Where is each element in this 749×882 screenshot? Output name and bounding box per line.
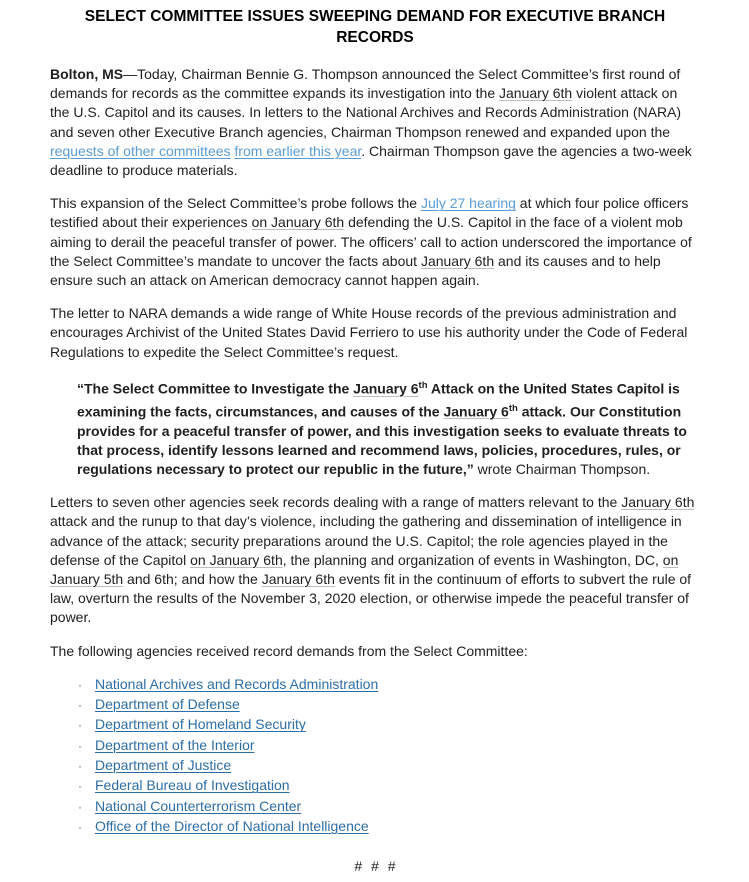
text-segment: This expansion of the Select Committee’s probe follows the (50, 195, 421, 212)
text-segment: attack and the runup to that day’s violence, including the gathering and dissemination of intelligence in advance of the attack; security preparations around the U.S. Capitol; the role agencies played in the defense of the Capitol (50, 513, 682, 568)
press-release-paragraph (50, 194, 700, 290)
inline-link[interactable]: July 27 hearing (420, 195, 516, 212)
press-release-paragraph (50, 65, 700, 180)
agency-link[interactable]: Department of Defense (95, 696, 240, 713)
agency-link[interactable]: Department of Justice (95, 756, 232, 773)
text-segment: The letter to NARA demands a wide range of White House records of the previous administration and encourages Archivist of the United States David Ferriero to use his authority under the Code of Federal Regulations to expedite the Select Committee’s request. (50, 305, 688, 360)
text-segment: . Chairman Thompson gave the agencies a two-week deadline to produce materials. (50, 142, 692, 179)
agency-link[interactable]: National Archives and Records Administration (95, 675, 379, 692)
text-segment: “The Select Committee to Investigate the (77, 380, 354, 397)
text-segment: January 6th (621, 494, 695, 511)
text-segment: , the planning and organization of events in Washington, DC, (282, 551, 663, 568)
agency-link[interactable]: Office of the Director of National Intelligence (95, 817, 369, 834)
text-segment: Bolton, MS (50, 66, 124, 82)
end-marker: # # # (354, 858, 396, 875)
text-segment: January 6 (443, 403, 509, 420)
bullet-icon: · (78, 698, 82, 713)
bullet-icon: · (78, 819, 82, 834)
text-segment: Attack on the United States Capitol is examining the facts, circumstances, and causes of the (77, 380, 680, 420)
text-segment: January 6th (261, 570, 335, 587)
text-segment: th (418, 379, 428, 391)
text-segment: at which four police officers testified about their experiences (50, 195, 689, 231)
bullet-icon: · (78, 758, 82, 773)
agency-link[interactable]: Federal Bureau of Investigation (95, 777, 290, 794)
press-release-paragraph (50, 304, 700, 362)
agency-list-item (78, 695, 700, 715)
press-release-title: SELECT COMMITTEE ISSUES SWEEPING DEMAND FOR EXECUTIVE BRANCH RECORDS (84, 8, 666, 46)
document-body (50, 65, 700, 837)
text-segment: th (508, 402, 518, 414)
bullet-icon: · (78, 677, 82, 692)
text-segment: on January 6th (190, 551, 283, 568)
agency-list-item (78, 776, 700, 796)
text-segment: and 6th; and how the (123, 570, 262, 587)
inline-link[interactable]: from earlier this year (234, 142, 362, 159)
agency-link[interactable]: Department of Homeland Security (95, 716, 306, 733)
bullet-icon: · (78, 779, 82, 794)
agency-list-item (78, 715, 700, 735)
agency-list-item (78, 736, 700, 756)
agency-list-item (78, 675, 700, 695)
text-segment: Letters to seven other agencies seek records dealing with a range of matters relevant to the (50, 494, 622, 511)
text-segment: wrote Chairman Thompson. (473, 460, 651, 477)
bullet-icon: · (78, 799, 82, 814)
agency-list (78, 675, 700, 837)
press-release-paragraph (50, 493, 700, 627)
agency-list-item (78, 756, 700, 776)
agency-list-item (78, 797, 700, 817)
bullet-icon: · (78, 738, 82, 753)
text-segment: events fit in the continuum of efforts to subvert the rule of law, overturn the results of the November 3, 2020 election, or otherwise impede the peaceful transfer of power. (50, 570, 692, 626)
agency-list-item (78, 817, 700, 837)
press-release-paragraph (50, 642, 700, 661)
text-segment: January 6 (353, 380, 419, 397)
text-segment: and its causes and to help ensure such an attack on American democracy cannot happen again. (50, 252, 661, 289)
inline-link[interactable]: requests of other committees (50, 142, 231, 159)
text-segment: The following agencies received record demands from the Select Committee: (50, 642, 528, 659)
bullet-icon: · (78, 718, 82, 733)
text-segment: —Today, Chairman Bennie G. Thompson announced the Select Committee’s first round of demands for records as the committee expands its investigation into the (50, 66, 681, 102)
agency-link[interactable]: National Counterterrorism Center (95, 797, 302, 814)
text-segment: defending the U.S. Capitol in the face of a violent mob aiming to derail the peaceful transfer of power. The officers’ call to action underscored the importance of the Select Committee’s mandate to uncover the facts about (50, 214, 692, 269)
text-segment: on January 6th (251, 214, 345, 231)
quote-paragraph (77, 376, 700, 479)
agency-link[interactable]: Department of the Interior (95, 736, 255, 753)
text-segment: on January 5th (50, 551, 679, 587)
text-segment: January 6th (499, 85, 573, 102)
text-segment: attack. Our Constitution provides for a peaceful transfer of power, and this investigation seeks to evaluate threats to that process, identify lessons learned and recommend laws, policies, procedures, rules, or regulations necessary to protect our republic in the future,” (77, 403, 687, 477)
text-segment: violent attack on the U.S. Capitol and its causes. In letters to the National Archives and Records Administration (NARA) and seven other Executive Branch agencies, Chairman Thompson renewed and expanded upon the (50, 85, 682, 140)
text-segment: January 6th (420, 252, 495, 269)
